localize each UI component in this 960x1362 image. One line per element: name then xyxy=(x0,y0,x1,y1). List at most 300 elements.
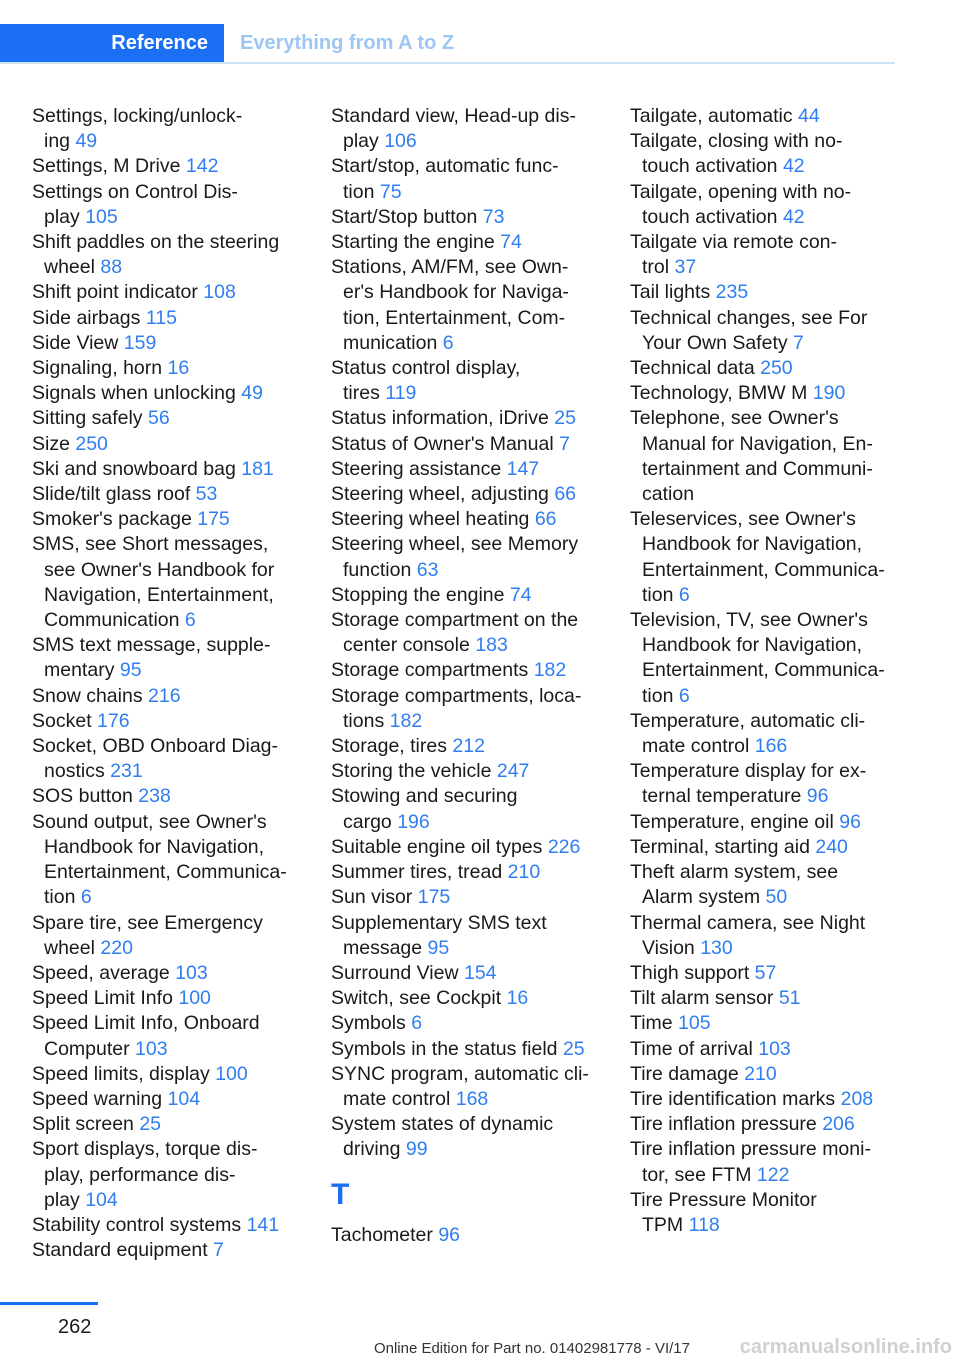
edition-note: Online Edition for Part no. 01402981778 - VI/17 xyxy=(373,1340,690,1357)
page-reference-link[interactable]: 166 xyxy=(754,735,788,758)
page-reference-link[interactable]: 208 xyxy=(840,1087,874,1110)
page-reference-link[interactable]: 73 xyxy=(482,205,505,228)
index-entry xyxy=(32,734,312,784)
index-column-3 xyxy=(630,104,905,1238)
page-reference-link[interactable]: 250 xyxy=(75,432,108,455)
page-reference-link[interactable]: 25 xyxy=(562,1037,585,1060)
index-entry xyxy=(32,633,312,683)
index-entry-text: ing xyxy=(44,130,71,153)
index-entry-text: Communication xyxy=(44,609,180,632)
index-entry-text: play xyxy=(44,205,80,228)
index-entry-line xyxy=(331,1137,606,1162)
index-entry-text: Sound output, see Owner's xyxy=(32,810,267,833)
index-entry-line xyxy=(32,180,312,205)
index-entry-text: tor, see FTM xyxy=(642,1163,752,1186)
index-entry-line xyxy=(331,129,606,154)
index-entry-text: Stations, AM/FM, see Own- xyxy=(331,256,569,279)
index-entry xyxy=(331,532,606,582)
index-entry xyxy=(32,306,312,331)
index-entry-line xyxy=(630,734,905,759)
index-entry-line xyxy=(331,835,606,860)
page-reference-link[interactable]: 168 xyxy=(455,1087,489,1110)
index-entry-line xyxy=(331,507,606,532)
page-reference-link[interactable]: 105 xyxy=(85,205,118,228)
index-entry-text: Sport displays, torque dis- xyxy=(32,1138,258,1161)
index-entry-line xyxy=(331,583,606,608)
index-entry xyxy=(32,709,312,734)
index-letter-heading: T xyxy=(331,1177,350,1211)
index-entry xyxy=(32,381,312,406)
index-entry-text: Time of arrival xyxy=(630,1037,753,1060)
index-entry-text: Snow chains xyxy=(32,684,143,707)
index-entry-text: Stopping the engine xyxy=(331,583,505,606)
index-entry-line xyxy=(630,507,905,532)
page-reference-link[interactable]: 175 xyxy=(417,886,451,909)
page-reference-link[interactable]: 6 xyxy=(80,886,92,909)
page-reference-link[interactable]: 226 xyxy=(547,835,581,858)
index-entry-text: Storing the vehicle xyxy=(331,760,492,783)
index-entry-line xyxy=(32,532,312,557)
index-entry xyxy=(331,784,606,834)
index-entry-text: Alarm system xyxy=(642,886,761,909)
index-entry xyxy=(630,280,905,305)
page-reference-link[interactable]: 50 xyxy=(765,886,788,909)
index-entry-line xyxy=(32,1137,312,1162)
page-reference-link[interactable]: 231 xyxy=(110,760,143,783)
index-entry-line xyxy=(32,280,312,305)
page-reference-link[interactable]: 37 xyxy=(674,256,697,279)
index-entry-line xyxy=(32,306,312,331)
index-entry-line xyxy=(630,784,905,809)
index-entry-line xyxy=(630,482,905,507)
index-entry-line xyxy=(331,684,606,709)
index-entry-text: Shift point indicator xyxy=(32,281,198,304)
index-entry-line xyxy=(32,432,312,457)
page-reference-link[interactable]: 6 xyxy=(678,583,690,606)
index-entry-line xyxy=(32,860,312,885)
index-entry xyxy=(630,406,905,507)
index-entry-text: Steering wheel, see Memory xyxy=(331,533,579,556)
page-reference-link[interactable]: 103 xyxy=(758,1037,791,1060)
page-reference-link[interactable]: 159 xyxy=(123,331,157,354)
index-entry xyxy=(630,709,905,759)
page-reference-link[interactable]: 175 xyxy=(197,508,230,531)
index-entry-text: Tailgate, closing with no- xyxy=(630,130,843,153)
index-entry-line xyxy=(32,885,312,910)
index-entry-line xyxy=(630,810,905,835)
index-entry-text: Thigh support xyxy=(630,961,750,984)
index-entry xyxy=(630,1188,905,1238)
index-entry-line xyxy=(630,331,905,356)
index-entry-line xyxy=(32,658,312,683)
index-entry-line xyxy=(331,230,606,255)
index-entry xyxy=(32,356,312,381)
page-reference-link[interactable]: 181 xyxy=(241,457,274,480)
index-entry xyxy=(32,684,312,709)
index-entry-text: Surround View xyxy=(331,961,459,984)
index-entry-text: Handbook for Navigation, xyxy=(642,634,863,657)
page-reference-link[interactable]: 16 xyxy=(167,357,190,380)
index-entry-text: System states of dynamic xyxy=(331,1113,554,1136)
index-entry-line xyxy=(32,709,312,734)
index-entry-text: Settings, M Drive xyxy=(32,155,181,178)
index-entry-line xyxy=(32,835,312,860)
page-reference-link[interactable]: 104 xyxy=(85,1188,118,1211)
index-entry-text: munication xyxy=(343,331,438,354)
page-reference-link[interactable]: 100 xyxy=(215,1062,248,1085)
index-entry xyxy=(32,532,312,633)
page-reference-link[interactable]: 122 xyxy=(756,1163,790,1186)
page-reference-link[interactable]: 25 xyxy=(554,407,576,430)
index-entry xyxy=(32,507,312,532)
index-entry-text: Socket xyxy=(32,709,92,732)
index-entry-text: mate control xyxy=(343,1087,451,1110)
index-entry xyxy=(32,406,312,431)
page-reference-link[interactable]: 210 xyxy=(507,861,541,884)
index-entry-line xyxy=(331,633,606,658)
index-entry xyxy=(331,1011,606,1036)
index-entry-line xyxy=(331,1087,606,1112)
index-entry-text: Entertainment, Communica- xyxy=(44,861,287,884)
index-entry-line xyxy=(630,306,905,331)
page-reference-link[interactable]: 210 xyxy=(744,1062,777,1085)
page-reference-link[interactable]: 66 xyxy=(534,508,557,531)
index-entry-line xyxy=(630,1137,905,1162)
page-reference-link[interactable]: 49 xyxy=(75,130,98,153)
index-entry xyxy=(331,658,606,683)
index-entry xyxy=(331,255,606,356)
index-entry-line xyxy=(331,658,606,683)
index-entry-line xyxy=(630,759,905,784)
index-entry-text: Technology, BMW M xyxy=(630,382,808,405)
index-entry-line xyxy=(630,1037,905,1062)
index-entry-text: tertainment and Communi- xyxy=(642,457,873,480)
page-reference-link[interactable]: 196 xyxy=(397,810,430,833)
index-entry-text: see Owner's Handbook for xyxy=(44,558,275,581)
index-entry xyxy=(32,432,312,457)
page-reference-link[interactable]: 6 xyxy=(442,331,454,354)
index-entry-text: Storage compartments, loca- xyxy=(331,684,582,707)
index-entry xyxy=(630,986,905,1011)
page-reference-link[interactable]: 44 xyxy=(798,105,820,127)
index-entry-text: er's Handbook for Naviga- xyxy=(343,281,569,304)
page-reference-link[interactable]: 247 xyxy=(496,760,530,783)
index-entry-line xyxy=(630,583,905,608)
page-reference-link[interactable]: 130 xyxy=(700,936,733,959)
index-entry xyxy=(331,911,606,961)
page-reference-link[interactable]: 212 xyxy=(452,735,485,758)
section-tab-reference xyxy=(0,24,224,62)
page-reference-link[interactable]: 63 xyxy=(416,558,439,581)
index-entry-text: Signaling, horn xyxy=(32,357,163,380)
page-reference-link[interactable]: 154 xyxy=(463,961,497,984)
index-entry-text: Temperature, automatic cli- xyxy=(630,709,866,732)
page-reference-link[interactable]: 182 xyxy=(533,659,567,682)
index-entry-line xyxy=(630,381,905,406)
page-reference-link[interactable]: 96 xyxy=(806,785,829,808)
page-reference-link[interactable]: 100 xyxy=(178,987,211,1010)
index-entry-text: Thermal camera, see Night xyxy=(630,911,866,934)
index-entry-text: Speed Limit Info xyxy=(32,987,173,1010)
page-reference-link[interactable]: 104 xyxy=(167,1087,201,1110)
index-entry-line xyxy=(32,331,312,356)
index-entry-line xyxy=(630,457,905,482)
index-entry xyxy=(32,1011,312,1061)
page-reference-link[interactable]: 74 xyxy=(500,231,522,254)
page-reference-link[interactable]: 250 xyxy=(760,357,793,380)
page-reference-link[interactable]: 95 xyxy=(119,659,142,682)
index-entry xyxy=(32,1112,312,1137)
index-entry-text: Suitable engine oil types xyxy=(331,835,543,858)
page-reference-link[interactable]: 147 xyxy=(506,457,540,480)
index-entry-text: Speed limits, display xyxy=(32,1062,210,1085)
index-entry-line xyxy=(630,961,905,986)
index-entry-line xyxy=(630,432,905,457)
index-entry xyxy=(331,1223,606,1248)
page-reference-link[interactable]: 56 xyxy=(147,407,170,430)
page-reference-link[interactable]: 42 xyxy=(782,155,805,178)
index-entry xyxy=(331,205,606,230)
index-entry-line xyxy=(32,583,312,608)
index-entry-text: Side airbags xyxy=(32,306,141,329)
page-reference-link[interactable]: 99 xyxy=(405,1138,428,1161)
index-entry-line xyxy=(630,129,905,154)
index-entry-text: SMS, see Short messages, xyxy=(32,533,269,556)
index-entry-line xyxy=(331,810,606,835)
index-entry-line xyxy=(331,482,606,507)
index-entry-text: tires xyxy=(343,382,380,405)
index-entry-text: Temperature display for ex- xyxy=(630,760,867,783)
page-reference-link[interactable]: 42 xyxy=(782,205,805,228)
page-reference-link[interactable]: 7 xyxy=(559,432,570,455)
index-entry-line xyxy=(32,633,312,658)
index-entry-line xyxy=(630,1213,905,1238)
index-entry xyxy=(630,608,905,709)
index-entry xyxy=(331,1112,606,1162)
index-entry-text: Spare tire, see Emergency xyxy=(32,911,263,934)
index-entry-line xyxy=(32,1238,312,1263)
index-entry xyxy=(32,911,312,961)
index-entry xyxy=(32,810,312,911)
page-reference-link[interactable]: 142 xyxy=(185,155,219,178)
page-header xyxy=(0,24,895,64)
index-entry-text: tion xyxy=(642,583,674,606)
index-entry-line xyxy=(630,558,905,583)
index-entry-line xyxy=(331,356,606,381)
index-entry-line xyxy=(32,255,312,280)
index-entry-line xyxy=(331,558,606,583)
page-reference-link[interactable]: 119 xyxy=(385,382,417,405)
index-entry-line xyxy=(331,1112,606,1137)
page-reference-link[interactable]: 6 xyxy=(411,1012,423,1035)
index-entry xyxy=(331,759,606,784)
page-reference-link[interactable]: 176 xyxy=(97,709,130,732)
index-entry xyxy=(32,1238,312,1263)
page-reference-link[interactable]: 235 xyxy=(715,281,749,304)
index-entry xyxy=(32,1213,312,1238)
index-entry-line xyxy=(32,961,312,986)
page-reference-link[interactable]: 6 xyxy=(678,684,690,707)
index-entry-line xyxy=(630,104,905,129)
index-entry xyxy=(331,230,606,255)
page-reference-link[interactable]: 51 xyxy=(778,987,801,1010)
index-entry-line xyxy=(331,911,606,936)
page-reference-link[interactable]: 216 xyxy=(148,684,181,707)
index-entry-text: ternal temperature xyxy=(642,785,802,808)
page-reference-link[interactable]: 95 xyxy=(427,936,450,959)
index-entry-text: Navigation, Entertainment, xyxy=(44,583,274,606)
index-entry xyxy=(32,1062,312,1087)
page-reference-link[interactable]: 66 xyxy=(554,483,577,506)
index-entry-line xyxy=(32,230,312,255)
index-entry-line xyxy=(32,154,312,179)
index-entry-text: Storage, tires xyxy=(331,735,447,758)
index-entry-line xyxy=(630,684,905,709)
index-entry-line xyxy=(630,608,905,633)
index-entry-line xyxy=(331,885,606,910)
page-reference-link[interactable]: 183 xyxy=(475,634,508,657)
page-reference-link[interactable]: 115 xyxy=(145,306,177,329)
index-entry-line xyxy=(331,255,606,280)
page-reference-link[interactable]: 190 xyxy=(812,382,846,405)
index-entry-text: Settings on Control Dis- xyxy=(32,180,238,203)
index-entry-line xyxy=(331,1062,606,1087)
page-reference-link[interactable]: 103 xyxy=(135,1037,168,1060)
index-entry xyxy=(630,1062,905,1087)
page-reference-link[interactable]: 7 xyxy=(793,331,804,354)
page-reference-link[interactable]: 103 xyxy=(175,961,208,984)
index-entry-line xyxy=(331,457,606,482)
index-entry-line xyxy=(32,684,312,709)
index-entry-text: Entertainment, Communica- xyxy=(642,659,885,682)
index-entry-line xyxy=(32,986,312,1011)
index-entry-line xyxy=(32,1037,312,1062)
page-reference-link[interactable]: 53 xyxy=(195,483,218,506)
index-entry-line xyxy=(331,104,606,129)
index-entry-text: nostics xyxy=(44,760,105,783)
index-entry-text: Storage compartments xyxy=(331,659,529,682)
page-reference-link[interactable]: 182 xyxy=(389,709,423,732)
page-reference-link[interactable]: 74 xyxy=(509,583,532,606)
page-reference-link[interactable]: 118 xyxy=(688,1213,720,1236)
index-entry xyxy=(630,1037,905,1062)
index-entry xyxy=(331,356,606,406)
page-reference-link[interactable]: 57 xyxy=(754,961,777,984)
index-entry-text: tion xyxy=(44,886,76,909)
index-entry-line xyxy=(32,406,312,431)
index-entry-line xyxy=(32,457,312,482)
index-entry-line xyxy=(32,759,312,784)
index-entry xyxy=(32,104,312,154)
index-entry xyxy=(630,911,905,961)
page-reference-link[interactable]: 96 xyxy=(438,1223,461,1246)
index-entry-text: Symbols in the status field xyxy=(331,1037,558,1060)
index-entry xyxy=(630,835,905,860)
index-entry-line xyxy=(32,734,312,759)
index-entry xyxy=(32,180,312,230)
page-reference-link[interactable]: 6 xyxy=(184,609,196,632)
index-entry-text: Stowing and securing xyxy=(331,785,518,808)
index-entry xyxy=(331,432,606,457)
page-reference-link[interactable]: 105 xyxy=(678,1012,711,1035)
index-entry xyxy=(331,104,606,154)
index-entry-text: Storage compartment on the xyxy=(331,609,579,632)
index-entry-line xyxy=(32,1087,312,1112)
index-entry-line xyxy=(331,1037,606,1062)
index-entry-line xyxy=(331,381,606,406)
index-entry-line xyxy=(32,381,312,406)
index-entry-line xyxy=(331,280,606,305)
index-entry-text: Standard view, Head-up dis- xyxy=(331,105,576,127)
index-entry xyxy=(630,1137,905,1187)
index-entry-line xyxy=(331,154,606,179)
index-entry-line xyxy=(32,129,312,154)
index-entry-text: Start/stop, automatic func- xyxy=(331,155,559,178)
page-reference-link[interactable]: 106 xyxy=(384,130,417,153)
page-reference-link[interactable]: 96 xyxy=(839,810,861,833)
index-entry-line xyxy=(630,709,905,734)
index-entry-text: Computer xyxy=(44,1037,130,1060)
page-reference-link[interactable]: 75 xyxy=(379,180,402,203)
index-entry-text: mentary xyxy=(44,659,115,682)
index-entry-text: Settings, locking/unlock- xyxy=(32,105,243,127)
index-entry xyxy=(331,507,606,532)
page-reference-link[interactable]: 25 xyxy=(139,1113,162,1136)
index-entry xyxy=(32,784,312,809)
index-entry-text: Tire identification marks xyxy=(630,1087,836,1110)
index-entry-line xyxy=(630,180,905,205)
index-entry-line xyxy=(630,633,905,658)
index-entry-line xyxy=(630,255,905,280)
index-entry-line xyxy=(630,280,905,305)
index-entry xyxy=(32,1137,312,1213)
page-reference-link[interactable]: 206 xyxy=(822,1113,855,1136)
index-entry xyxy=(331,482,606,507)
page-reference-link[interactable]: 238 xyxy=(138,785,171,808)
index-entry-text: tion xyxy=(642,684,674,707)
page-reference-link[interactable]: 141 xyxy=(246,1213,280,1236)
index-entry xyxy=(32,457,312,482)
index-entry-text: play xyxy=(343,130,379,153)
page-reference-link[interactable]: 49 xyxy=(241,382,263,405)
index-entry-line xyxy=(32,810,312,835)
index-entry-text: Telephone, see Owner's xyxy=(630,407,839,430)
index-entry-line xyxy=(331,306,606,331)
page-reference-link[interactable]: 108 xyxy=(203,281,236,304)
index-entry-text: Status of Owner's Manual xyxy=(331,432,554,455)
index-entry xyxy=(630,230,905,280)
page-reference-link[interactable]: 220 xyxy=(100,936,133,959)
index-entry xyxy=(630,356,905,381)
index-entry-text: Handbook for Navigation, xyxy=(44,835,265,858)
page-reference-link[interactable]: 16 xyxy=(506,987,529,1010)
index-entry xyxy=(32,961,312,986)
index-entry-line xyxy=(331,986,606,1011)
page-reference-link[interactable]: 7 xyxy=(213,1239,224,1262)
index-entry-line xyxy=(331,406,606,431)
index-entry-text: Sun visor xyxy=(331,886,413,909)
index-entry-line xyxy=(32,356,312,381)
index-entry xyxy=(32,1087,312,1112)
index-entry-text: TPM xyxy=(642,1213,684,1236)
index-entry xyxy=(331,1037,606,1062)
index-entry-text: Tire inflation pressure moni- xyxy=(630,1138,871,1161)
page-reference-link[interactable]: 240 xyxy=(815,835,848,858)
index-entry xyxy=(630,961,905,986)
page-reference-link[interactable]: 88 xyxy=(100,256,123,279)
index-entry-line xyxy=(331,860,606,885)
index-entry xyxy=(331,608,606,658)
